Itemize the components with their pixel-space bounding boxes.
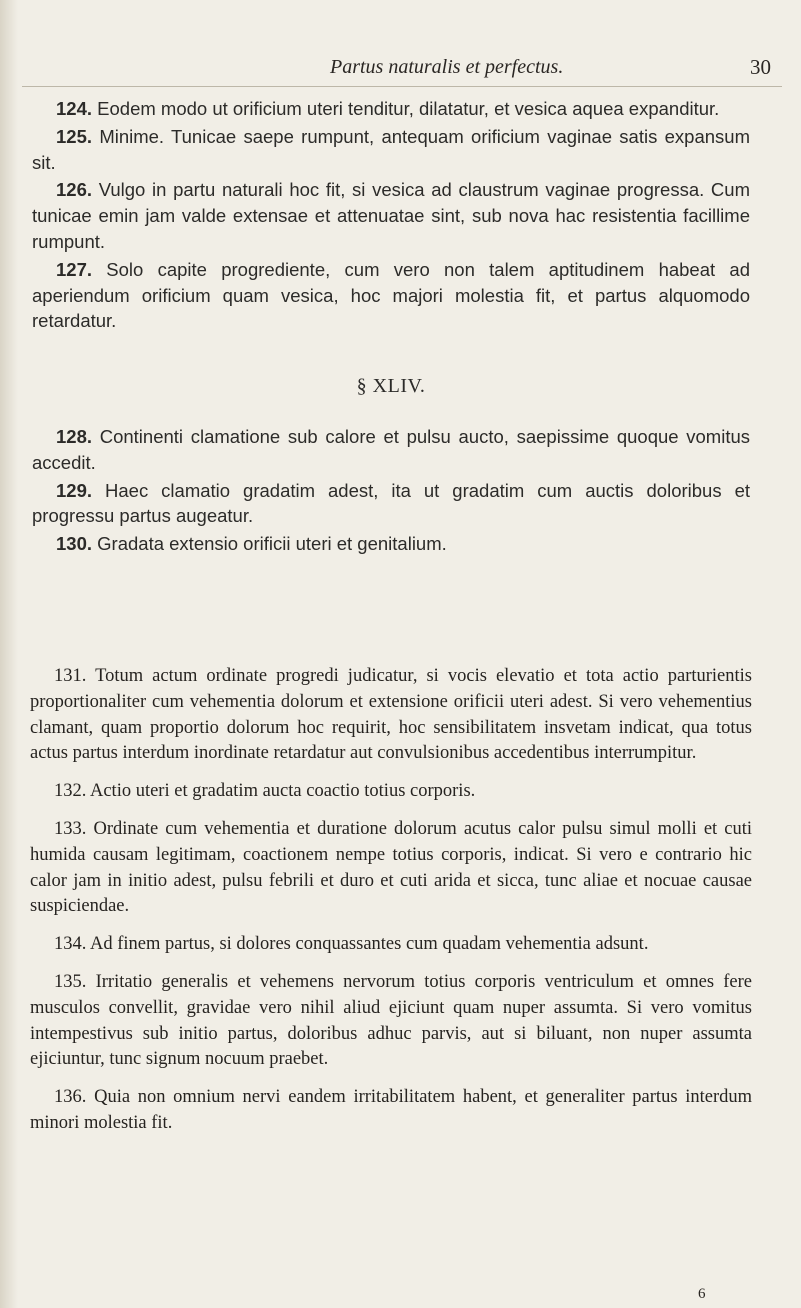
signature-mark: 6 bbox=[698, 1286, 706, 1302]
paragraph-text: Ordinate cum vehementia et duratione dolorum acutus calor pulsu simul molli et cuti humida causam legitimam, coactionem nempe totius corporis, indicat. Si vero e contrario hic calor jam in initio adest, pulsu febrili et duro et cuti arida et sicca, tunc aliae et nocuae causae suspiciendae. bbox=[30, 818, 753, 917]
paragraph-number: 131. bbox=[54, 666, 87, 686]
header-rule bbox=[22, 86, 782, 87]
paragraph-number: 133. bbox=[54, 818, 87, 839]
paragraph bbox=[30, 817, 752, 920]
paragraph-text: Haec clamatio gradatim adest, ita ut gradatim cum auctis doloribus et progressu partus augeatur. bbox=[32, 479, 750, 527]
paragraph-text: Irritatio generalis et vehemens nervorum totius corporis ventriculum et omnes fere musculos convellit, gravidae vero nihil aliud ejiciunt quam nuper assumta. Si vero vomitus intempestivus sub initio partus, doloribus adhuc parvis, aut si biluant, non nuper assumta ejiciuntur, tunc signum nocuum praebet. bbox=[30, 971, 752, 1070]
paragraph-number: 130. bbox=[56, 533, 93, 555]
text-block-lower bbox=[30, 664, 752, 1149]
paragraph-number: 128. bbox=[56, 425, 93, 447]
page-number: 30 bbox=[750, 55, 771, 79]
paragraph-text: Vulgo in partu naturali hoc fit, si vesica ad claustrum vaginae progressa. Cum tunicae emin jam valde extensae et attenuatae sint, sub nova hac resistentia facillime rumpunt. bbox=[32, 179, 750, 252]
paragraph bbox=[30, 664, 752, 767]
paragraph bbox=[30, 1085, 752, 1137]
paragraph-number: 135. bbox=[54, 971, 87, 992]
paragraph bbox=[32, 424, 750, 476]
paragraph-number: 129. bbox=[56, 479, 93, 501]
paragraph-text: Actio uteri et gradatim aucta coactio totius corporis. bbox=[89, 781, 476, 802]
paragraph-number: 136. bbox=[54, 1087, 87, 1108]
paragraph-number: 124. bbox=[56, 98, 93, 119]
paragraph-text: Totum actum ordinate progredi judicatur, si vocis elevatio et tota actio parturientis proportionaliter cum vehementia dolorum et extensione orificii uteri adest. Si vero vehementius clamant, quam proportio dolorum hoc requirit, hoc sensibilitatem insvetam indicat, qua totus actus partus interdum inordinate retardatur aut convulsionibus accedentibus interrumpitur. bbox=[30, 666, 752, 764]
paragraph bbox=[32, 96, 750, 122]
paragraph-number: 132. bbox=[54, 781, 87, 802]
paragraph-text: Gradata extensio orificii uteri et genitalium. bbox=[97, 533, 447, 555]
paragraph-number: 126. bbox=[56, 179, 93, 201]
paragraph bbox=[32, 257, 750, 334]
paragraph-text: Solo capite progrediente, cum vero non talem aptitudinem habeat ad aperiendum orificium quam vesica, hoc majori molestia fit, et partus alquomodo retardatur. bbox=[32, 258, 751, 332]
paragraph-number: 125. bbox=[56, 125, 93, 147]
running-title: Partus naturalis et perfectus. bbox=[330, 56, 564, 78]
paragraph bbox=[32, 478, 750, 530]
paragraph-text: Continenti clamatione sub calore et pulsu aucto, saepissime quoque vomitus accedit. bbox=[32, 425, 750, 473]
paragraph-number: 127. bbox=[56, 258, 93, 280]
text-block-upper bbox=[32, 96, 750, 559]
paragraph bbox=[32, 124, 750, 176]
paragraph-text: Quia non omnium nervi eandem irritabilitatem habent, et generaliter partus interdum minori molestia fit. bbox=[30, 1087, 753, 1133]
paragraph bbox=[30, 779, 752, 805]
paragraph-text: Minime. Tunicae saepe rumpunt, antequam orificium vaginae satis expansum sit. bbox=[32, 125, 750, 173]
paragraph bbox=[32, 177, 750, 254]
paragraph-text: Ad finem partus, si dolores conquassantes cum quadam vehementia adsunt. bbox=[89, 934, 649, 955]
paragraph bbox=[30, 932, 752, 958]
page-edge-shadow bbox=[0, 0, 18, 1308]
paragraph-text: Eodem modo ut orificium uteri tenditur, dilatatur, et vesica aquea expanditur. bbox=[97, 98, 720, 119]
paragraph-number: 134. bbox=[54, 934, 87, 955]
paragraph bbox=[30, 970, 752, 1073]
paragraph bbox=[32, 531, 750, 557]
section-heading: § XLIV. bbox=[356, 375, 426, 398]
